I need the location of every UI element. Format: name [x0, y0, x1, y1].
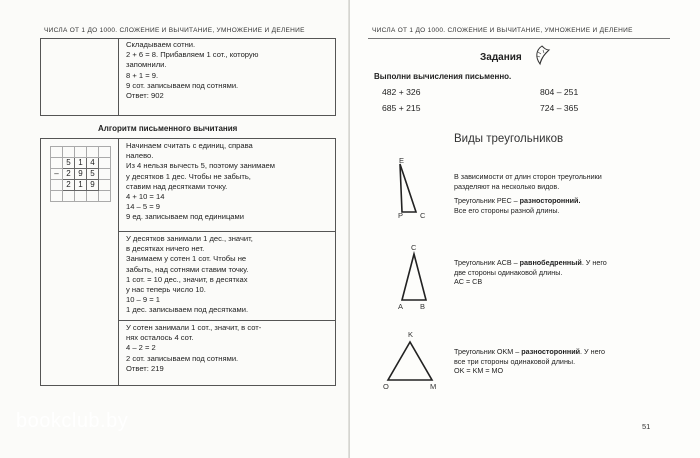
running-head-right: ЧИСЛА ОТ 1 ДО 1000. СЛОЖЕНИЕ И ВЫЧИТАНИЕ, УМНОЖЕНИЕ И ДЕЛЕНИЕ: [372, 27, 633, 34]
triangle-okm-description: Треугольник OKM – разносторонний. У него все три стороны одинаковой длины. OK = KM = MO: [454, 347, 606, 375]
triangle-pec: [390, 160, 430, 218]
expression-4: 724 – 365: [540, 103, 579, 113]
expression-2: 804 – 251: [540, 87, 579, 97]
running-head-left: ЧИСЛА ОТ 1 ДО 1000. СЛОЖЕНИЕ И ВЫЧИТАНИЕ, УМНОЖЕНИЕ И ДЕЛЕНИЕ: [44, 27, 305, 34]
triangle-pec-description: Треугольник PEC – разносторонний. Все его стороны разной длины.: [454, 196, 581, 215]
vertex-c2-label: C: [411, 243, 417, 252]
subtraction-step-units: Начинаем считать с единиц, справа налево. Из 4 нельзя вычесть 5, поэтому занимаем у десятков 1 дес. Чтобы не забыть, ставим над десятками точку. 4 + 10 = 14 14 – 5 = 9 9 ед. записываем под единицами: [126, 141, 275, 222]
expression-3: 685 + 215: [382, 103, 421, 113]
watermark: bookclub.by: [16, 410, 129, 432]
vertex-p-label: P: [398, 211, 404, 220]
vertex-o-label: O: [383, 382, 389, 391]
leaf-icon: [532, 44, 552, 66]
column-subtraction-grid: 5 1 4 – 2 9 5 2 1 9: [50, 146, 111, 202]
subtraction-step-hundreds: У сотен занимали 1 сот., значит, в сот- нях осталось 4 сот. 4 – 2 = 2 2 сот. записываем под сотнями. Ответ: 219: [126, 323, 262, 373]
minus-sign: –: [51, 169, 63, 180]
vertex-c-label: C: [420, 211, 426, 220]
vertex-k-label: K: [408, 330, 414, 339]
row-divider-2: [118, 320, 336, 321]
tasks-title: Задания: [480, 52, 522, 63]
row-divider-1: [118, 231, 336, 232]
subtraction-step-tens: У десятков занимали 1 дес., значит, в десятках ничего нет. Занимаем у сотен 1 сот. Чтобы не забыть, над сотнями ставим точку. 1 сот. = 10 дес., значит, в десятках у нас теперь число 10. 10 – 9 = 1 1 дес. записываем под десятками.: [126, 234, 253, 315]
vertex-e-label: E: [399, 156, 405, 165]
right-page: [350, 0, 700, 458]
vertex-b-label: B: [420, 302, 426, 311]
triangle-okm: [382, 336, 438, 386]
header-rule: [368, 38, 670, 39]
task-instruction: Выполни вычисления письменно.: [374, 72, 512, 81]
triangle-intro: В зависимости от длин сторон треугольники разделяют на несколько видов.: [454, 172, 602, 191]
box-divider: [118, 38, 119, 116]
triangle-types-heading: Виды треугольников: [454, 133, 564, 145]
page-number: 51: [642, 422, 651, 431]
triangle-acb-description: Треугольник ACB – равнобедренный. У него две стороны одинаковой длины. AC = CB: [454, 258, 607, 286]
addition-steps: Складываем сотни. 2 + 6 = 8. Прибавляем 1 сот., которую запомнили. 8 + 1 = 9. 9 сот. записываем под сотнями. Ответ: 902: [126, 40, 259, 101]
algorithm-title: Алгоритм письменного вычитания: [98, 124, 238, 133]
expression-1: 482 + 326: [382, 87, 421, 97]
vertex-m-label: M: [430, 382, 437, 391]
triangle-acb: [394, 250, 434, 306]
vertex-a-label: A: [398, 302, 404, 311]
table-divider: [118, 138, 119, 386]
